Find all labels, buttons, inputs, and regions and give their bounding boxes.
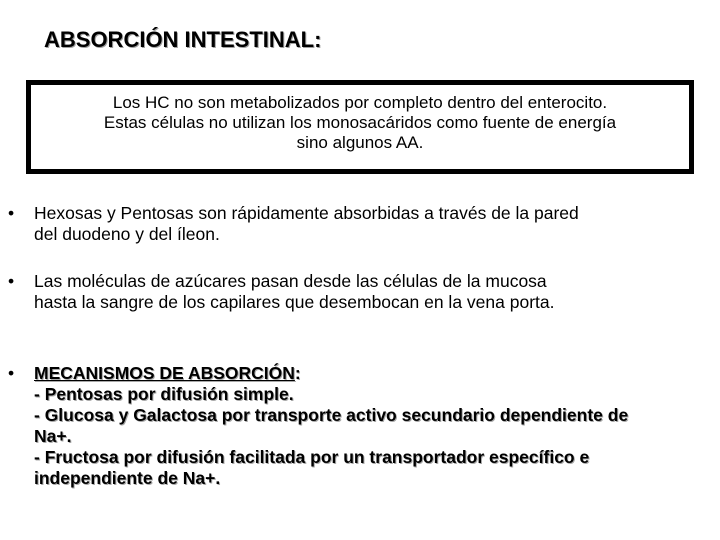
bullet-line: del duodeno y del íleon. [34, 224, 220, 244]
mechanisms-heading: MECANISMOS DE ABSORCIÓN [34, 363, 295, 383]
mechanism-line: - Fructosa por difusión facilitada por un transportador específico e [34, 447, 590, 467]
bullet-icon: • [8, 203, 15, 223]
mechanism-line: independiente de Na+. [34, 468, 221, 488]
bullet-icon: • [8, 363, 15, 383]
bullet-line: Las moléculas de azúcares pasan desde las células de la mucosa [34, 271, 547, 291]
slide-title: ABSORCIÓN INTESTINAL: [44, 27, 322, 52]
mechanism-line: - Glucosa y Galactosa por transporte activo secundario dependiente de [34, 405, 629, 425]
bullet-text [34, 203, 579, 245]
bullet-icon: • [8, 271, 15, 291]
highlight-box [26, 80, 694, 174]
mechanisms-heading-line [34, 363, 628, 384]
mechanism-line: Na+. [34, 426, 72, 446]
mechanism-line: - Pentosas por difusión simple. [34, 384, 294, 404]
box-line: Estas células no utilizan los monosacáridos como fuente de energía [103, 113, 617, 132]
bullet-line: hasta la sangre de los capilares que desembocan en la vena porta. [34, 292, 555, 312]
box-line: Los HC no son metabolizados por completo dentro del enterocito. [112, 93, 608, 112]
bullet-text [34, 271, 554, 313]
box-line: sino algunos AA. [296, 133, 424, 152]
mechanisms-colon: : [294, 363, 301, 383]
mechanisms-text [34, 363, 628, 489]
bullet-line: Hexosas y Pentosas son rápidamente absorbidas a través de la pared [34, 203, 579, 223]
